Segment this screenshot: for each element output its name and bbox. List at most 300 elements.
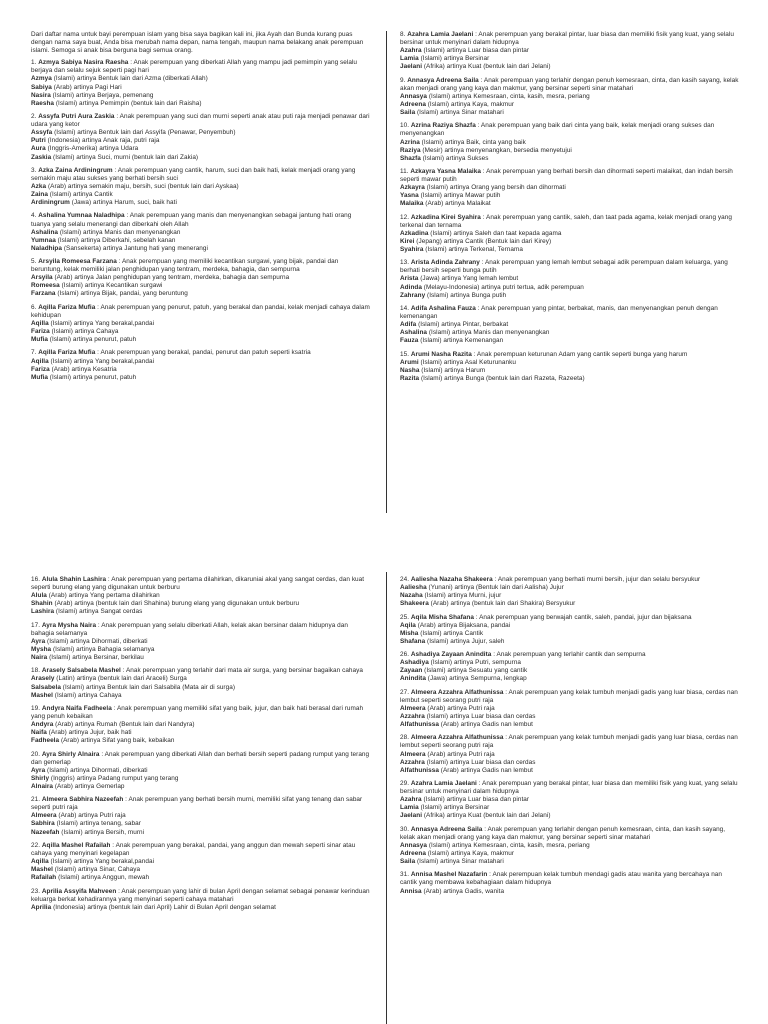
name-meaning: (Arab) artinya Bijaksana, pandai <box>417 621 511 629</box>
entry-title <box>31 349 371 357</box>
name-word: Aqilla <box>31 319 49 327</box>
name-entry <box>31 796 371 836</box>
entry-description: : Anak perempuan yang memiliki sifat yang baik, jujur, dan baik hati berasal dari rumah yang penuh kebaikan <box>31 704 364 720</box>
entry-title <box>31 796 371 812</box>
entry-number: 30. <box>400 825 410 833</box>
name-meaning-line <box>400 705 740 713</box>
name-meaning-line <box>31 783 371 791</box>
name-word: Fariza <box>31 328 50 336</box>
name-entry <box>31 622 371 662</box>
name-meaning-line <box>400 246 740 254</box>
name-meaning-line <box>31 137 371 145</box>
entry-number: 21. <box>31 796 41 804</box>
name-word: Zaina <box>31 191 48 199</box>
entry-description: : Anak perempuan yang berakal pintar, luar biasa dan memiliki fisik yang kuat, yang selalu bersinar untuk menyinari dalam hidupnya <box>400 780 738 796</box>
entry-description: : Anak perempuan yang berhati bersih dan dihormati seperti malaikat, dan indah bersih seperti mawar putih <box>400 167 733 184</box>
name-word: Misha <box>400 629 419 637</box>
entry-description: : Anak perempuan yang suci dan murni seperti anak atau puti raja menjadi penawar dari udara yang ketor <box>31 113 370 129</box>
name-word: Kirei <box>400 237 415 245</box>
name-meaning: (Islami) artinya Diberkahi, sebelah kanan <box>57 236 176 244</box>
entry-name: Ashalina Yumnaa Naladhipa <box>38 212 125 220</box>
name-word: Fauza <box>400 337 419 345</box>
name-meaning: (Arab) artinya Putri raja <box>58 812 126 820</box>
name-word: Shakeera <box>400 600 429 608</box>
name-meaning: (Islami) artinya Anggun, mewah <box>58 874 150 882</box>
name-meaning-line <box>400 713 740 721</box>
name-meaning-line <box>31 654 371 662</box>
name-word: Shirly <box>31 774 50 782</box>
entry-title <box>400 826 740 842</box>
name-meaning-line <box>31 229 371 237</box>
name-meaning-line <box>31 92 371 100</box>
entry-description: : Anak perempuan yang lemah lembut sebagai adik perempuan dalam keluarga, yang berhati bersih seperti bunga putih <box>400 259 728 275</box>
name-meaning-line <box>400 47 740 55</box>
name-meaning: (Yunani) artinya (Bentuk lain dari Aalisha) Jujur <box>428 584 564 592</box>
name-meaning: (Islami) artinya Sangat cerdas <box>55 608 143 616</box>
name-entry <box>400 871 740 895</box>
name-entry <box>400 122 740 162</box>
name-meaning: (Islami) artinya Cahaya <box>51 328 119 336</box>
name-meaning-line <box>400 622 740 630</box>
name-meaning: (Islami) artinya Bentuk lain dari Salsabila (Mata air di surga) <box>62 683 235 691</box>
name-meaning: (Islami) artinya Murni, jujur <box>424 592 502 600</box>
name-word: Naira <box>31 654 48 662</box>
name-meaning-line <box>400 155 740 163</box>
name-entry <box>400 214 740 254</box>
name-meaning: (Islami) artinya Jujur, saleh <box>427 637 505 645</box>
name-meaning: (Indonesia) artinya Anak raja, putri raja <box>47 137 160 145</box>
name-meaning-line <box>400 184 740 192</box>
entry-title <box>31 59 371 75</box>
name-word: Adreena <box>400 100 426 108</box>
name-entry <box>31 304 371 344</box>
name-word: Naladhipa <box>31 244 62 252</box>
name-entry <box>400 351 740 383</box>
name-meaning-line <box>400 200 740 208</box>
entry-title <box>31 705 371 721</box>
name-meaning: (Arab) artinya Putri raja <box>427 704 495 712</box>
name-meaning-line <box>400 101 740 109</box>
name-meaning-line <box>31 858 371 866</box>
name-meaning: (Islami) artinya Dihormati, diberkati <box>47 637 148 645</box>
entry-name: Aqilla Fariza Mufia <box>38 303 96 311</box>
name-word: Azahra <box>400 796 422 804</box>
name-meaning: (Islami) artinya Yang berakal,pandai <box>50 858 155 866</box>
name-meaning-line <box>400 751 740 759</box>
name-meaning: (Islami) artinya penurut, patuh <box>49 336 137 344</box>
name-meaning-line <box>31 684 371 692</box>
entry-number: 14. <box>400 304 410 312</box>
name-meaning: (Arab) artinya Rumah (Bentuk lain dari Nandyra) <box>55 721 195 729</box>
name-meaning-line <box>31 154 371 162</box>
name-meaning: (Jawa) artinya Sempurna, lengkap <box>427 675 527 683</box>
name-meaning: (Islami) artinya Sinar matahari <box>417 858 504 866</box>
name-meaning: (Islami) artinya tenang, sabar <box>56 820 141 828</box>
name-word: Sabiya <box>31 83 52 91</box>
name-meaning-line <box>400 659 740 667</box>
entry-number: 7. <box>31 349 37 357</box>
name-meaning-line <box>31 75 371 83</box>
name-meaning-line <box>400 812 740 820</box>
entry-description: : Anak perempuan yang diberkati Allah dan berhati bersih seperti padang rumput yang terang dan gemerlap <box>31 750 370 766</box>
name-entry <box>400 734 740 774</box>
name-meaning-line <box>31 191 371 199</box>
name-word: Naifa <box>31 729 47 737</box>
name-word: Annasya <box>400 92 427 100</box>
entry-description: : Anak perempuan yang berhati murni bersih, jujur dan selalu bersyukur <box>492 576 701 583</box>
name-meaning: (Arab) artinya Putri raja <box>427 750 495 758</box>
name-entry <box>400 614 740 646</box>
name-meaning: (Arab) artinya Gadis nan lembut <box>440 721 533 729</box>
name-entry <box>400 77 740 117</box>
name-word: Nasira <box>31 91 51 99</box>
name-entry <box>400 259 740 299</box>
name-word: Nasha <box>400 366 420 374</box>
name-meaning-line <box>400 796 740 804</box>
entry-number: 28. <box>400 734 410 742</box>
name-word: Putri <box>31 137 46 145</box>
name-word: Lamia <box>400 55 419 63</box>
entry-name: Adifa Ashalina Fauza <box>410 304 476 312</box>
name-meaning-line <box>31 274 371 282</box>
name-meaning: (Arab) artinya Gadis, wanita <box>423 887 505 895</box>
name-meaning: (Islami) artinya Manis dan menyenangkan <box>59 228 181 236</box>
name-word: Annisa <box>400 887 422 895</box>
entry-name: Arsyila Romeesa Farzana <box>38 258 117 266</box>
name-meaning: (Arab) artinya Gadis nan lembut <box>440 766 533 774</box>
name-word: Azmya <box>31 75 52 83</box>
name-meaning-line <box>400 721 740 729</box>
name-word: Sabhira <box>31 820 55 828</box>
name-word: Alfathunissa <box>400 721 439 729</box>
entry-title <box>400 780 740 796</box>
right-column <box>400 31 740 388</box>
name-word: Malaika <box>400 200 424 208</box>
name-meaning-line <box>31 199 371 207</box>
name-word: Azka <box>31 182 47 190</box>
entry-number: 25. <box>400 613 410 621</box>
entry-title <box>400 871 740 887</box>
entry-name: Andyra Naifa Fadheela <box>41 704 112 712</box>
entry-description: : Anak perempuan yang memiliki kecantikan surgawi, yang bijak, pandai dan beruntung, kelak memiliki jalan penghidupan yang tentram, merdeka, bahagia, dan sempurna <box>31 258 339 274</box>
name-word: Arasely <box>31 675 55 683</box>
name-entry <box>31 113 371 162</box>
name-meaning-line <box>400 592 740 600</box>
name-meaning-line <box>31 100 371 108</box>
entry-title <box>31 667 371 675</box>
name-meaning-line <box>31 84 371 92</box>
entry-number: 27. <box>400 688 410 696</box>
name-meaning-line <box>400 139 740 147</box>
name-meaning-line <box>31 812 371 820</box>
name-meaning-line <box>400 638 740 646</box>
name-meaning-line <box>31 358 371 366</box>
name-meaning: (Islami) artinya Bersinar <box>420 804 490 812</box>
name-entry <box>400 651 740 683</box>
entry-description: : Anak perempuan yang baik dari cinta yang baik, kelak menjadi orang sukses dan menyenangkan <box>400 122 715 138</box>
name-meaning: (Islami) artinya Cantik <box>420 629 484 637</box>
name-meaning-line <box>400 359 740 367</box>
name-word: Alula <box>31 592 47 600</box>
name-entry <box>400 305 740 345</box>
name-word: Ardiningrum <box>31 199 70 207</box>
name-meaning: (Islami) artinya Bijak, pandai, yang beruntung <box>57 290 188 298</box>
name-meaning-line <box>31 320 371 328</box>
name-word: Zaskia <box>31 153 52 161</box>
name-word: Aqila <box>400 621 416 629</box>
name-word: Razita <box>400 374 420 382</box>
name-meaning-line <box>400 238 740 246</box>
entry-name: Ayra Mysha Naira <box>41 621 97 629</box>
name-meaning-line <box>400 109 740 117</box>
entry-name: Ayra Shirly Alnaira <box>41 750 100 758</box>
entry-name: Azrina Raziya Shazfa <box>410 122 476 130</box>
name-meaning-line <box>31 374 371 382</box>
name-meaning: (Islami) artinya Terkenal, Ternama <box>425 246 523 253</box>
name-entry <box>31 59 371 108</box>
entry-number: 4. <box>31 212 37 220</box>
name-entry <box>31 751 371 791</box>
entry-description: : Anak perempuan yang cantik, saleh, dan taat pada agama, kelak menjadi orang yang terkenal dan ternama <box>400 213 732 229</box>
name-meaning-line <box>400 337 740 345</box>
name-meaning-line <box>400 842 740 850</box>
name-meaning-line <box>400 375 740 383</box>
name-word: Azrina <box>400 138 420 146</box>
name-word: Alnaira <box>31 782 54 790</box>
name-word: Romeesa <box>31 282 60 290</box>
name-entry <box>31 167 371 207</box>
name-word: Jaelani <box>400 63 423 71</box>
name-meaning: (Arab) artinya (bentuk lain dari Shakira) Bersyukur <box>430 600 576 608</box>
page-gap <box>0 520 768 562</box>
name-meaning: (Islami) artinya Yang berakal,pandai <box>50 357 155 365</box>
name-word: Mufia <box>31 336 48 344</box>
name-meaning-line <box>31 328 371 336</box>
name-meaning-line <box>400 147 740 155</box>
name-meaning: (Islami) artinya Bersinar, berkilau <box>49 654 144 662</box>
name-meaning-line <box>400 93 740 101</box>
entry-number: 1. <box>31 59 37 67</box>
name-meaning: (Islami) artinya Kaya, makmur <box>427 849 515 857</box>
name-word: Ashalina <box>400 329 428 337</box>
entry-number: 23. <box>31 887 41 895</box>
entry-name: Almeera Azzahra Alfathunissa <box>410 734 504 742</box>
name-meaning: (Arab) artinya (bentuk lain dari Shahina) burung elang yang digunakan untuk berburu <box>54 600 300 608</box>
name-word: Farzana <box>31 290 56 298</box>
entry-description: : Anak perempuan yang manis dan menyenangkan sebagai jantung hati orang tuanya yang selalu menerangi dan diberkahi oleh Allah <box>31 212 352 228</box>
entry-description: : Anak perempuan yang terlahir dengan penuh kemesraan, cinta, dan kasih sayang, kelak akan menjadi orang yang kaya dan makmur, yang bersinar seperti sinar matahari <box>400 825 726 841</box>
name-word: Adreena <box>400 849 426 857</box>
entry-number: 11. <box>400 167 409 175</box>
name-word: Adifa <box>400 321 417 329</box>
name-word: Aura <box>31 145 46 153</box>
name-word: Aaliesha <box>400 584 427 592</box>
name-word: Assyfa <box>31 129 53 137</box>
name-meaning-line <box>400 275 740 283</box>
name-meaning: (Melayu-Indonesia) artinya putri tertua, adik perempuan <box>423 283 584 291</box>
name-meaning-line <box>400 850 740 858</box>
entry-number: 22. <box>31 841 41 849</box>
name-word: Saila <box>400 858 416 866</box>
name-word: Annasya <box>400 841 427 849</box>
name-meaning: (Arab) artinya Gemerlap <box>54 782 125 790</box>
document-page-2 <box>0 562 768 1024</box>
entry-number: 5. <box>31 258 37 266</box>
name-word: Ashalina <box>31 228 59 236</box>
entry-description: : Anak perempuan yang berakal, pandai, penurut dan patuh seperti ksatria <box>95 349 311 357</box>
entry-title <box>31 258 371 274</box>
entry-name: Azmya Sabiya Nasira Raesha <box>38 59 129 67</box>
name-word: Shazfa <box>400 154 421 162</box>
name-entry <box>31 576 371 616</box>
entry-name: Assyfa Putri Aura Zaskia <box>38 113 115 121</box>
entry-number: 20. <box>31 750 41 758</box>
entry-description: : Anak perempuan yang kelak tumbuh menjadi gadis yang luar biasa, cerdas nan lembut seperti seorang putri raja <box>400 734 738 750</box>
name-meaning: (Islami) artinya Berjaya, pemenang <box>52 91 154 99</box>
name-meaning-line <box>31 820 371 828</box>
entry-description: : Anak perempuan yang terlahir cantik dan sempurna <box>491 651 646 659</box>
entry-name: Arumi Nasha Razita <box>410 350 472 358</box>
entry-number: 12. <box>400 213 410 221</box>
entry-number: 17. <box>31 621 41 629</box>
name-meaning: (Islami) artinya Yang berakal,pandai <box>50 319 155 327</box>
name-meaning-line <box>31 145 371 153</box>
entry-name: Aqila Misha Shafana <box>410 613 474 621</box>
name-meaning: (Jepang) artinya Cantik (Bentuk lain dari Kirey) <box>416 237 552 245</box>
entry-description: : Anak perempuan yang terlahir dengan penuh kemesraan, cinta, dan kasih sayang, kelak akan menjadi orang yang kaya dan makmur, yang bersinar seperti sinar matahari <box>400 76 739 92</box>
name-meaning-line <box>31 737 371 745</box>
name-meaning-line <box>400 759 740 767</box>
name-entry <box>31 842 371 882</box>
name-meaning-line <box>31 767 371 775</box>
name-meaning: (Islami) artinya Kaya, makmur <box>427 100 515 108</box>
name-entry <box>31 705 371 745</box>
name-word: Yasna <box>400 192 419 200</box>
name-meaning-line <box>31 245 371 253</box>
name-meaning-line <box>31 866 371 874</box>
entry-name: Aqilla Fariza Mufia <box>38 349 96 357</box>
name-meaning: (Islami) artinya penurut, patuh <box>49 373 137 381</box>
name-word: Ayra <box>31 766 46 774</box>
name-word: Raziya <box>400 146 421 154</box>
entry-description: : Anak perempuan yang pertama dilahirkan, dikaruniai akal yang sangat cerdas, dan kuat seperti burung elang yang digunakan untuk berburu <box>31 576 365 592</box>
entry-name: Azka Zaina Ardiningrum <box>38 166 113 174</box>
name-meaning: (Arab) artinya Jalan penghidupan yang tentram, merdeka, bahagia dan sempurna <box>54 274 290 282</box>
name-word: Arsyila <box>31 274 53 282</box>
name-meaning-line <box>31 282 371 290</box>
entry-description: : Anak perempuan yang pintar, berbakat, manis, dan menyenangkan penuh dengan kemenangan <box>400 304 718 321</box>
name-meaning: (Islami) artinya Suci, murni (bentuk lain dari Zakia) <box>53 153 199 161</box>
name-meaning: (Jawa) artinya Yang lemah lembut <box>420 275 519 283</box>
name-word: Arumi <box>400 358 419 366</box>
name-entry <box>31 212 371 252</box>
name-meaning: (Arab) artinya Jujur, baik hati <box>48 729 132 737</box>
entry-title <box>400 351 740 359</box>
entry-description: : Anak perempuan yang berakal, pandai, yang anggun dan mewah seperti sinar atau cahaya yang menyinari kegelapan <box>31 841 356 857</box>
name-word: Fadheela <box>31 737 60 745</box>
name-word: Almeera <box>400 704 426 712</box>
name-meaning: (Islami) artinya Luar biasa dan pintar <box>423 47 530 55</box>
name-word: Mysha <box>31 645 52 653</box>
name-word: Lashira <box>31 608 55 616</box>
name-word: Shahin <box>31 600 53 608</box>
entry-title <box>400 31 740 47</box>
name-word: Nazeefah <box>31 828 60 836</box>
entry-number: 3. <box>31 166 37 174</box>
name-meaning: (Islami) artinya Pemimpin (bentuk lain dari Raisha) <box>55 99 202 107</box>
entry-number: 16. <box>31 576 41 583</box>
name-word: Ayra <box>31 637 46 645</box>
entry-name: Annasya Adreena Saila <box>407 76 479 84</box>
name-meaning-line <box>400 230 740 238</box>
name-meaning-line <box>400 858 740 866</box>
name-word: Jaelani <box>400 812 423 820</box>
entry-number: 19. <box>31 704 41 712</box>
entry-description: : Anak perempuan yang berwajah cantik, saleh, pandai, jujur dan bijaksana <box>473 613 692 621</box>
entry-name: Azahra Lamia Jaelani <box>410 780 477 787</box>
name-word: Nazaha <box>400 592 423 600</box>
name-meaning: (Islami) artinya Bersih, murni <box>61 828 145 836</box>
entry-description: : Anak perempuan yang terlahir dari mata air surga, yang bersinar bagaikan cahaya <box>120 667 363 675</box>
entry-title <box>31 751 371 767</box>
name-meaning-line <box>400 284 740 292</box>
name-word: Shafana <box>400 637 426 645</box>
name-word: Adinda <box>400 283 422 291</box>
entry-description: : Anak perempuan yang lahir di bulan April dengan selamat sebagai penawar kerinduan keluarga berkat kehadirannya yang menyinari seperti cahaya matahari <box>31 887 370 903</box>
entry-number: 24. <box>400 576 410 583</box>
entry-title <box>400 614 740 622</box>
name-meaning-line <box>31 592 371 600</box>
name-word: Azzahra <box>400 758 425 766</box>
entry-description: : Anak perempuan yang penurut, patuh, yang berakal dan pandai, kelak menjadi cahaya dalam kehidupan <box>31 303 370 319</box>
name-word: Arista <box>400 275 419 283</box>
entry-name: Azahra Lamia Jaelani <box>407 31 474 38</box>
name-word: Azahra <box>400 47 422 55</box>
name-meaning: (Islami) artinya Saleh dan taat kepada agama <box>430 229 562 237</box>
entry-number: 6. <box>31 303 37 311</box>
entry-title <box>400 168 740 184</box>
name-meaning-line <box>31 336 371 344</box>
name-word: Mufia <box>31 373 48 381</box>
name-word: Azkadina <box>400 229 429 237</box>
entry-title <box>31 212 371 228</box>
entry-name: Aaliesha Nazaha Shakeera <box>410 576 493 583</box>
name-meaning: (Indonesia) artinya (bentuk lain dari April) Lahir di Bulan April dengan selamat <box>53 903 276 911</box>
name-meaning: (Afrika) artinya Kuat (bentuk lain dari Jelani) <box>423 812 551 820</box>
entry-title <box>400 122 740 138</box>
name-meaning: (Islami) artinya Bunga (bentuk lain dari Razeta, Razeeta) <box>420 374 585 382</box>
entry-name: Azkayra Yasna Malaika <box>410 167 481 175</box>
name-meaning: (Islami) artinya Asal Keturunanku <box>420 358 516 366</box>
entry-title <box>31 113 371 129</box>
name-meaning: (Islami) artinya Kecantikan surgawi <box>61 282 163 290</box>
entry-name: Annasya Adreena Saila <box>410 825 483 833</box>
name-meaning: (Islami) artinya Bersinar <box>420 55 490 63</box>
name-meaning-line <box>31 600 371 608</box>
name-meaning-line <box>31 874 371 882</box>
name-word: Aqilla <box>31 357 49 365</box>
entry-name: Ashadiya Zayaan Anindita <box>410 651 492 659</box>
name-meaning-line <box>400 292 740 300</box>
name-meaning: (Arab) artinya Yang pertama dilahirkan <box>48 592 160 600</box>
name-meaning-line <box>31 366 371 374</box>
entry-title <box>31 576 371 592</box>
entry-title <box>400 651 740 659</box>
name-meaning: (Islami) artinya Harum <box>421 366 486 374</box>
entry-name: Annisa Mashel Nazafarin <box>410 871 488 879</box>
name-meaning: (Jawa) artinya Harum, suci, baik hati <box>71 199 177 207</box>
name-meaning: (Islami) artinya Orang yang bersih dan dihormati <box>426 184 566 192</box>
